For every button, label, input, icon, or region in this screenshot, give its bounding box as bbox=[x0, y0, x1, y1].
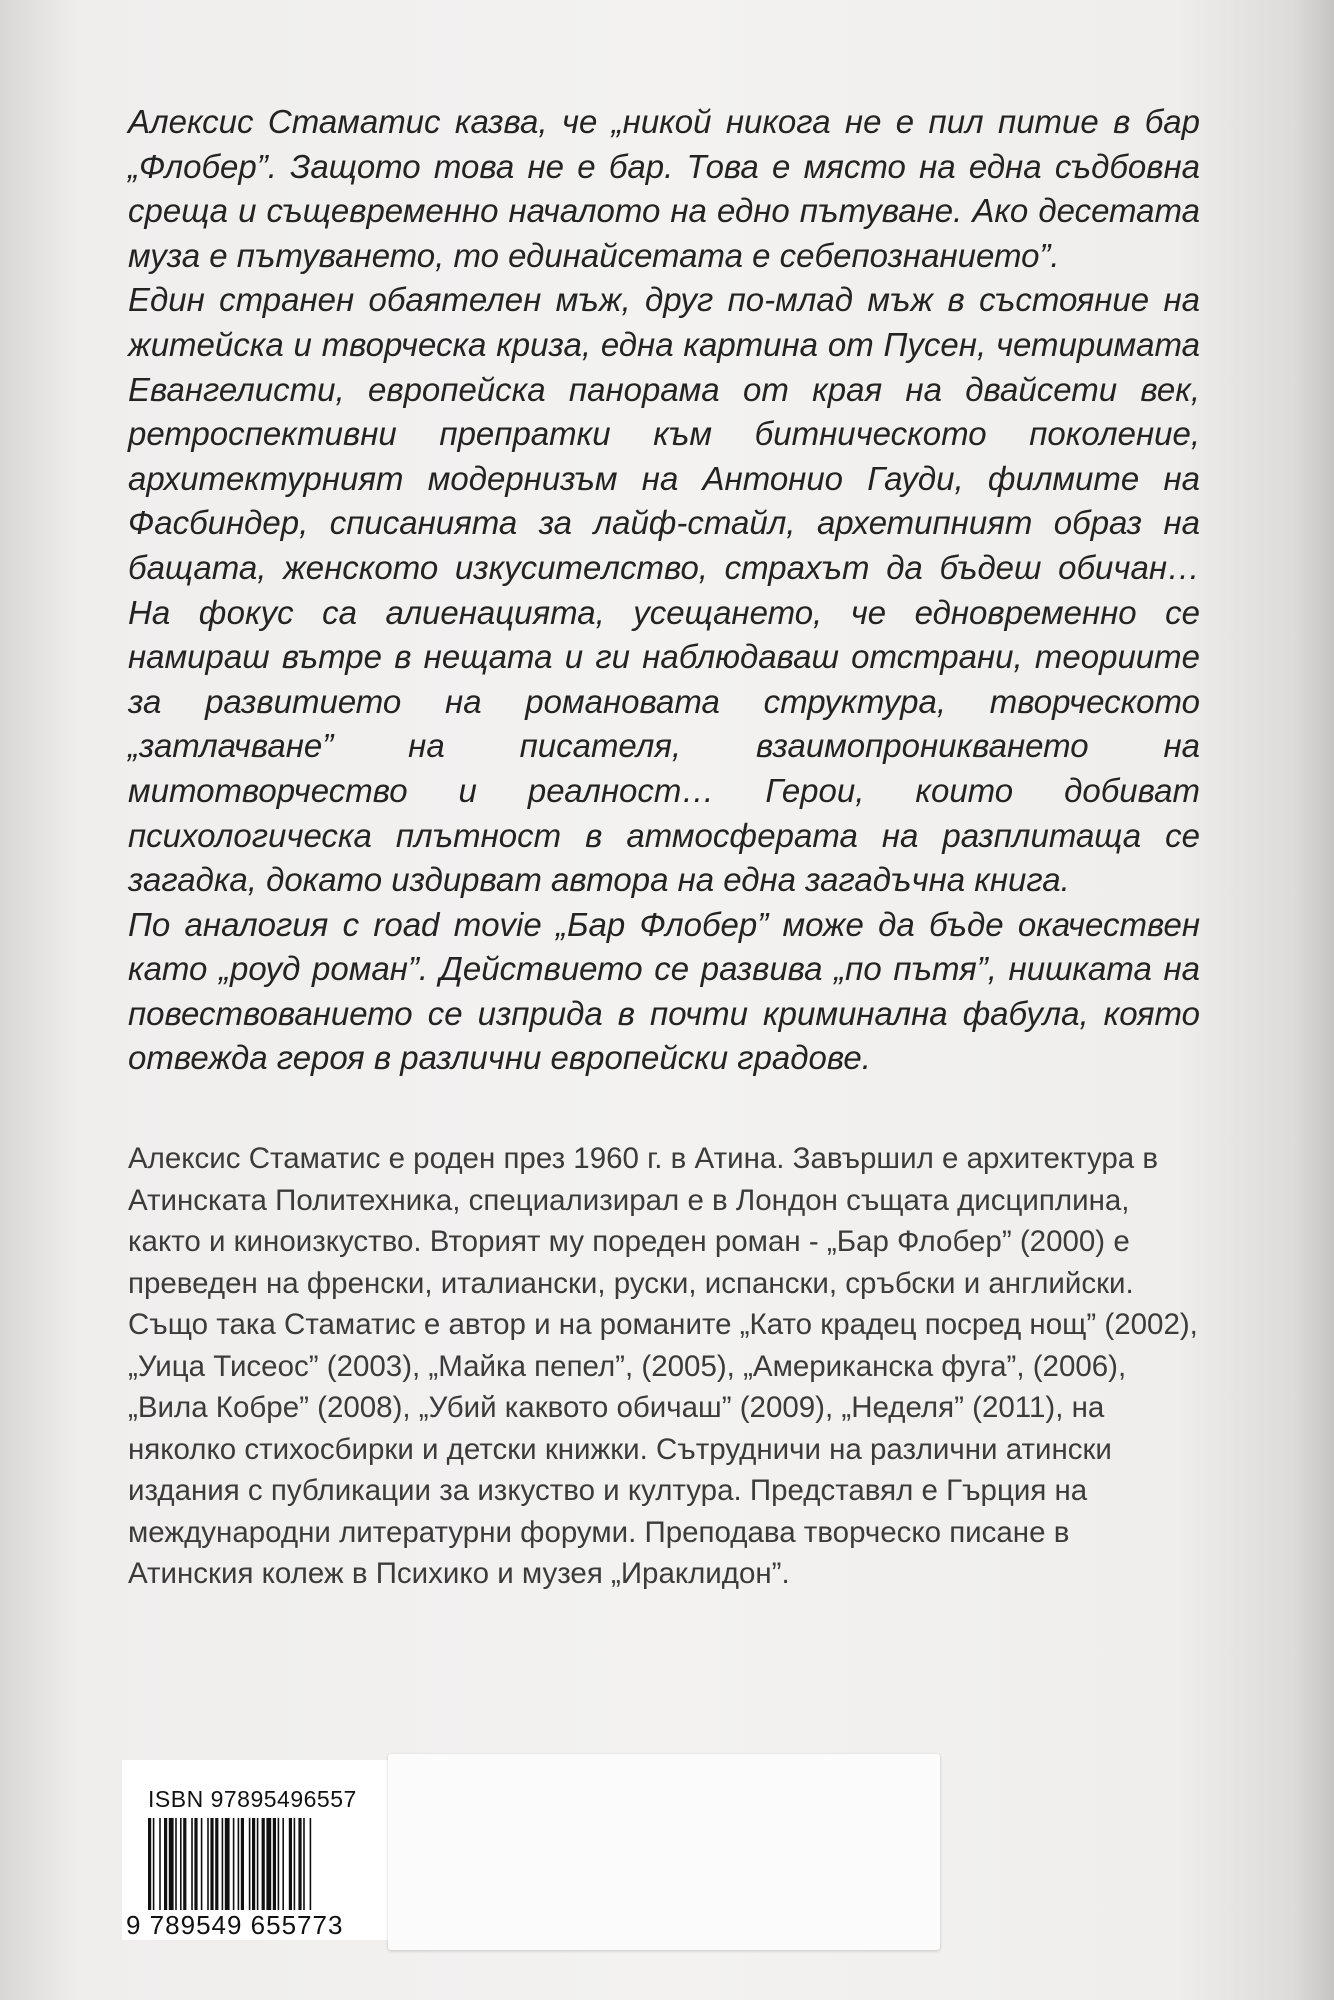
blurb-paragraph: По аналогия с road movie „Бар Флобер” може да бъде окачествен като „роуд роман”. Действието се развива „по пътя”, нишката на повествованието се изприда в почти криминална фабула, която отвежда героя в различни европейски градове. bbox=[128, 905, 1200, 1077]
author-bio bbox=[128, 1138, 1200, 1595]
blurb-paragraph: Алексис Стаматис казва, че „никой никога не е пил питие в бар „Флобер”. Защото това не е бар. Това е място на една съдбовна среща и същевременно началото на едно пътуване. Ако десетата муза е пътуването, то единайсетата е себепознанието”. bbox=[128, 103, 1200, 274]
blurb-section bbox=[128, 100, 1200, 1081]
spine-shadow bbox=[1294, 0, 1334, 2000]
blurb-paragraph: Един странен обаятелен мъж, друг по-млад мъж в състояние на житейска и творческа криза, една картина от Пусен, четиримата Евангелисти, европейска панорама от края на двайсети век, ретроспективни препратки към битническото поколение, архитектурният модернизъм на Антонио Гауди, филмите на Фасбиндер, списанията за лайф-стайл, архетипният образ на бащата, женското изкуситeлство, страхът да бъдеш обичан… На фокус са алиенацията, усещането, че едновременно се намираш вътре в нещата и ги наблюдаваш отстрани, теориите за развитието на романовата структура, творческото „затлачване” на писателя, взаимопроникването на митотворчество и реалност… Герои, които добиват психологическа плътност в атмосферата на разплитаща се загадка, докато издирват автора на една загадъчна книга. bbox=[128, 281, 1200, 899]
barcode-icon bbox=[148, 1818, 420, 1910]
isbn-label: ISBN 97895496557 bbox=[148, 1786, 357, 1812]
barcode-digits: 9 789549 655773 bbox=[126, 1910, 344, 1940]
author-bio-text: Алексис Стаматис е роден през 1960 г. в Атина. Завършил е архитектура в Атинската Политехника, специализирал е в Лондон същата дисциплина, както и киноизкуство. Вторият му пореден роман - „Бар Флобер” (2000) е преведен на френски, италиански, руски, испански, сръбски и английски. Също така Стаматис е автор и на романите „Като крадец посред нощ” (2002), „Уица Тисеос” (2003), „Майка пепел”, (2005), „Американска фуга”, (2006), „Вила Кобре” (2008), „Убий каквото обичаш” (2009), „Неделя” (2011), на няколко стихосбирки и детски книжки. Сътрудничи на различни атински издания с публикации за изкуство и култура. Представял е Гърция на международни литературни форуми. Преподава творческо писане в Атинския колеж в Психико и музея „Ираклидон”. bbox=[128, 1142, 1198, 1590]
price-sticker bbox=[388, 1754, 940, 1950]
